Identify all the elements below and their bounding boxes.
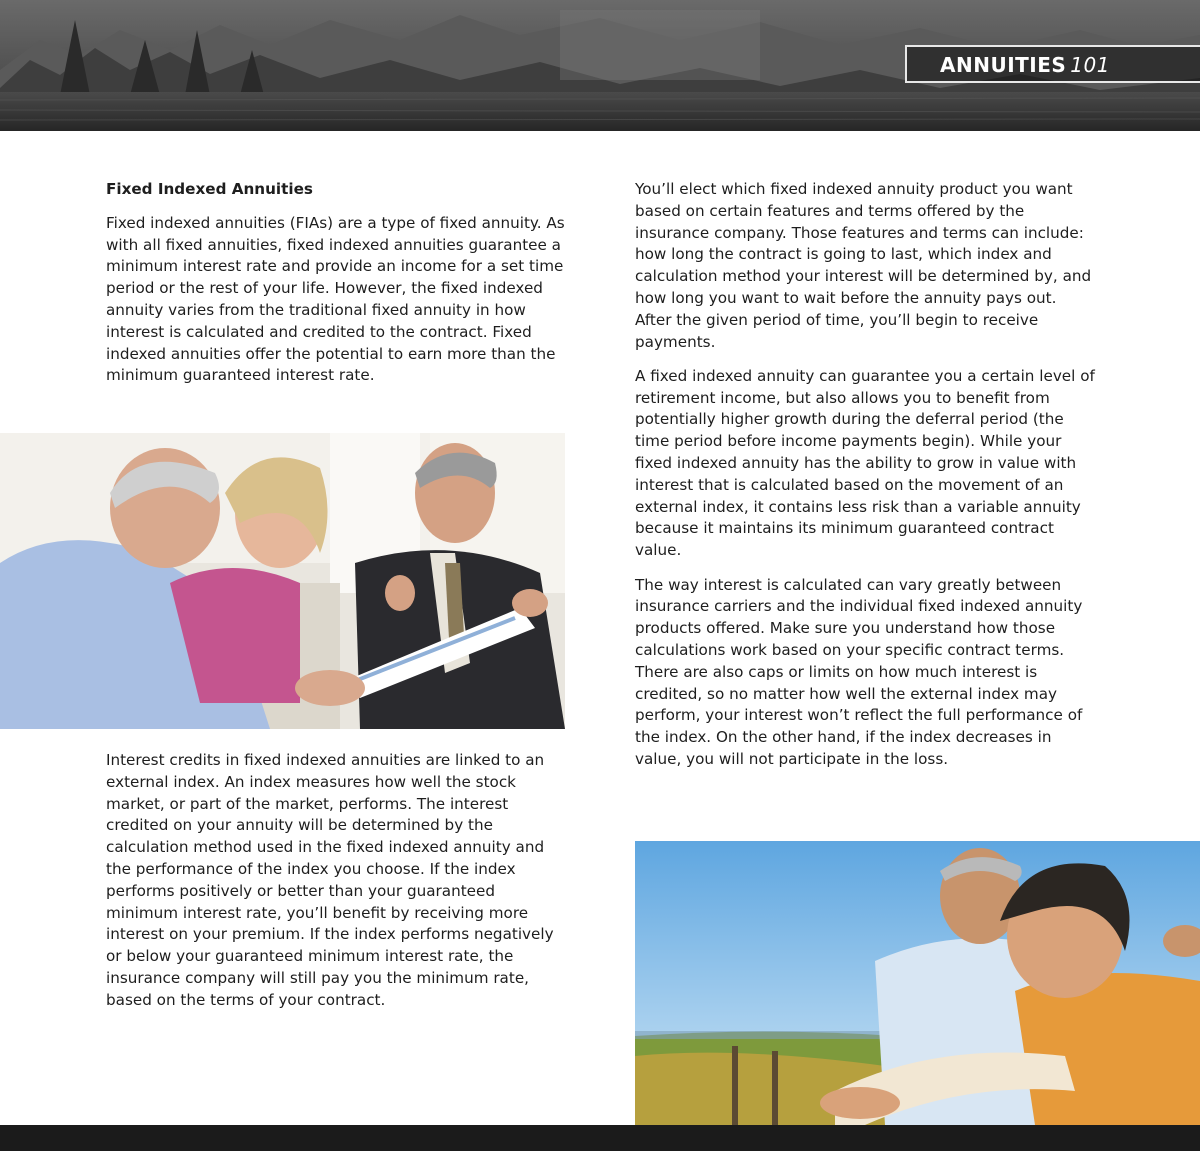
advisor-meeting-photo [0, 433, 565, 729]
right-column [635, 179, 1097, 783]
section-heading: Fixed Indexed Annuities [106, 180, 313, 198]
footer-bar [0, 1125, 1200, 1151]
intro-paragraph: Fixed indexed annuities (FIAs) are a type of fixed annuity. As with all fixed annuities, fixed indexed annuities guarantee a minimum interest rate and provide an income for a set time period or the rest of your life. However, the fixed indexed annuity varies from the traditional fixed annuity in how interest is calculated and credited to the contract. Fixed indexed annuities offer the potential to earn more than the minimum guaranteed interest rate. [106, 213, 565, 385]
retired-couple-photo [635, 841, 1200, 1125]
right-paragraph-3: The way interest is calculated can vary greatly between insurance carriers and the individual fixed indexed annuity products offered. Make sure you understand how those calculations work based on your specific contract terms. There are also caps or limits on how much interest is credited, so no matter how well the external index may perform, your interest won’t reflect the full performance of the index. On the other hand, if the index decreases in value, you will not participate in the loss. [635, 575, 1083, 768]
header-banner [0, 0, 1200, 131]
right-paragraph-1: You’ll elect which fixed indexed annuity product you want based on certain features and terms offered by the insurance company. Those features and terms can include: how long the contract is going to last, which index and calculation method your interest will be determined by, and how long you want to wait before the annuity pays out. After the given period of time, you’ll begin to receive payments. [635, 180, 1092, 351]
left-column-top [106, 179, 568, 400]
left-column-bottom [106, 750, 568, 1024]
section-title-number: 101 [1070, 53, 1110, 77]
right-paragraph-2: A fixed indexed annuity can guarantee you a certain level of retirement income, but also allows you to benefit from potentially higher growth during the deferral period (the time period before income payments begin). While your fixed indexed annuity has the ability to grow in value with interest that is calculated based on the movement of an external index, it contains less risk than a variable annuity because it maintains its minimum guaranteed contract value. [635, 366, 1095, 560]
section-title [940, 53, 1110, 77]
section-title-word: ANNUITIES [940, 53, 1067, 77]
interest-credits-paragraph: Interest credits in fixed indexed annuities are linked to an external index. An index measures how well the stock market, or part of the market, performs. The interest credited on your annuity will be determined by the calculation method used in the fixed indexed annuity and the performance of the index you choose. If the index performs positively or better than your guaranteed minimum interest rate, you’ll benefit by receiving more interest on your premium. If the index performs negatively or below your guaranteed minimum interest rate, the insurance company will still pay you the minimum rate, based on the terms of your contract. [106, 751, 554, 1009]
section-title-box [905, 45, 1200, 83]
